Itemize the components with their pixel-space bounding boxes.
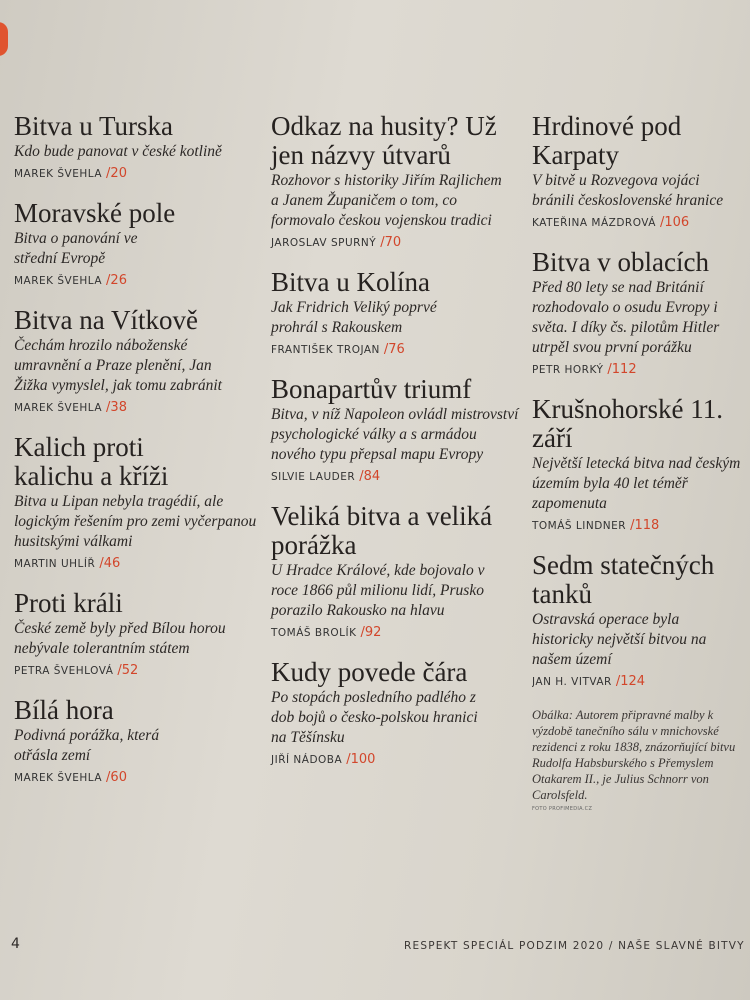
article-byline	[271, 235, 533, 250]
article-entry[interactable]	[532, 112, 750, 230]
article-entry[interactable]	[271, 502, 533, 640]
page-reference: /84	[359, 469, 381, 484]
author-name: MAREK ŠVEHLA	[14, 275, 103, 287]
author-name: MAREK ŠVEHLA	[14, 402, 103, 414]
article-byline	[532, 362, 750, 377]
article-title: Bitva u Turska	[14, 111, 174, 141]
article-title: Odkaz na husity? Už jen názvy útvarů	[271, 111, 497, 170]
article-title: Moravské pole	[14, 198, 176, 228]
author-name: FRANTIŠEK TROJAN	[271, 344, 380, 356]
article-entry[interactable]	[271, 375, 533, 484]
page-reference: /92	[360, 625, 382, 640]
article-entry[interactable]	[532, 551, 750, 689]
article-byline	[14, 556, 272, 571]
photo-credit: FOTO PROFIMEDIA.CZ	[532, 806, 593, 812]
author-name: KATEŘINA MÁZDROVÁ	[532, 217, 656, 229]
page-reference: /124	[615, 674, 646, 689]
page-reference: /20	[106, 166, 127, 181]
article-entry[interactable]	[14, 112, 272, 181]
article-title: Bonapartův triumf	[271, 374, 472, 404]
article-subtitle: Bitva u Lipan nebyla tragédií, ale logickým řešením pro zemi vyčerpanou husitskými válkami	[14, 493, 257, 550]
author-name: MARTIN UHLÍŘ	[14, 558, 96, 570]
author-name: JIŘÍ NÁDOBA	[271, 754, 343, 766]
article-subtitle: Rozhovor s historiky Jiřím Rajlichem a Janem Županičem o tom, co formovalo českou vojenskou tradici	[271, 172, 502, 229]
article-title: Kalich proti kalichu a kříži	[14, 432, 169, 491]
article-byline	[271, 469, 533, 484]
contents-column-1	[14, 112, 272, 803]
author-name: PETRA ŠVEHLOVÁ	[14, 665, 114, 677]
article-subtitle: V bitvě u Rozvegova vojáci bránili československé hranice	[532, 172, 724, 209]
article-title: Bitva u Kolína	[271, 267, 430, 297]
page-number: 4	[11, 936, 20, 952]
orange-edge-tab	[0, 22, 8, 56]
article-byline	[14, 663, 272, 678]
article-byline	[14, 770, 272, 785]
article-entry[interactable]	[271, 268, 533, 357]
article-title: Bílá hora	[14, 695, 114, 725]
article-entry[interactable]	[532, 395, 750, 533]
cover-caption: Obálka: Autorem připravné malby k výzdobě tanečního sálu v mnichovské rezidenci z roku 1838, znázorňující bitvu Rudolfa Habsburského s Přemyslem Otakarem II., je Julius Schnorr von Carolsfeld.	[532, 708, 736, 802]
article-byline	[532, 215, 750, 230]
page-reference: /112	[607, 362, 637, 377]
article-subtitle: Bitva, v níž Napoleon ovládl mistrovství psychologické války a s armádou nového typu přepsal mapu Evropy	[271, 406, 519, 463]
article-entry[interactable]	[271, 658, 533, 767]
article-title: Kudy povede čára	[271, 657, 468, 687]
article-entry[interactable]	[14, 199, 272, 288]
page-reference: /100	[346, 752, 376, 767]
article-subtitle: Čechám hrozilo náboženské umravnění a Praze plenění, Jan Žižka vymyslel, jak tomu zabránit	[14, 337, 222, 394]
article-byline	[532, 518, 750, 533]
author-name: MAREK ŠVEHLA	[14, 772, 103, 784]
author-name: TOMÁŠ BROLÍK	[271, 627, 357, 639]
article-byline	[14, 166, 272, 181]
author-name: TOMÁŠ LINDNER	[532, 520, 627, 532]
article-title: Hrdinové pod Karpaty	[532, 112, 682, 170]
article-subtitle: U Hradce Králové, kde bojovalo v roce 1866 půl milionu lidí, Prusko porazilo Rakousko na hlavu	[271, 562, 485, 619]
article-title: Bitva na Vítkově	[14, 305, 198, 335]
article-byline	[14, 400, 272, 415]
article-title: Veliká bitva a veliká porážka	[271, 501, 493, 560]
running-footer: RESPEKT SPECIÁL PODZIM 2020 / NAŠE SLAVNÉ BITVY	[404, 940, 745, 952]
article-subtitle: České země byly před Bílou horou nebývale tolerantním státem	[14, 620, 226, 657]
article-subtitle: Kdo bude panovat v české kotlině	[14, 143, 222, 160]
article-entry[interactable]	[14, 306, 272, 415]
article-title: Proti králi	[14, 588, 123, 618]
article-entry[interactable]	[271, 112, 533, 250]
article-subtitle: Podivná porážka, která otřásla zemí	[14, 727, 160, 764]
page-reference: /52	[117, 663, 139, 678]
author-name: MAREK ŠVEHLA	[14, 168, 103, 180]
author-name: JAN H. VITVAR	[532, 676, 612, 688]
article-byline	[271, 752, 533, 767]
page-reference: /38	[106, 400, 127, 415]
author-name: SILVIE LAUDER	[271, 471, 356, 483]
page-reference: /118	[630, 518, 660, 533]
page-reference: /106	[659, 215, 690, 230]
page-reference: /70	[380, 235, 402, 250]
author-name: JAROSLAV SPURNÝ	[271, 237, 377, 249]
article-title: Bitva v oblacích	[532, 247, 709, 277]
article-entry[interactable]	[14, 696, 272, 785]
article-entry[interactable]	[14, 433, 272, 571]
page-reference: /76	[383, 342, 405, 357]
page-reference: /26	[106, 273, 127, 288]
article-byline	[14, 273, 272, 288]
page-reference: /46	[99, 556, 121, 571]
article-entry[interactable]	[14, 589, 272, 678]
article-subtitle: Největší letecká bitva nad českým územím byla 40 let téměř zapomenuta	[532, 455, 741, 512]
author-name: PETR HORKÝ	[532, 364, 604, 376]
article-byline	[271, 342, 533, 357]
article-subtitle: Bitva o panování ve střední Evropě	[14, 230, 138, 267]
article-subtitle: Po stopách posledního padlého z dob bojů o česko-polskou hranici na Těšínsku	[271, 689, 478, 746]
article-byline	[532, 674, 750, 689]
article-subtitle: Ostravská operace byla historicky největší bitvou na našem území	[532, 611, 707, 668]
article-subtitle: Jak Fridrich Veliký poprvé prohrál s Rakouskem	[271, 299, 437, 336]
article-entry[interactable]	[532, 248, 750, 377]
article-title: Sedm statečných tanků	[532, 550, 715, 609]
article-subtitle: Před 80 lety se nad Británií rozhodovalo o osudu Evropy i světa. I díky čs. pilotům Hitler utrpěl svou první porážku	[532, 279, 720, 356]
contents-column-2	[271, 112, 533, 785]
page-reference: /60	[106, 770, 127, 785]
article-byline	[271, 625, 533, 640]
article-title: Krušnohorské 11. září	[532, 394, 723, 453]
contents-column-3	[532, 112, 750, 812]
